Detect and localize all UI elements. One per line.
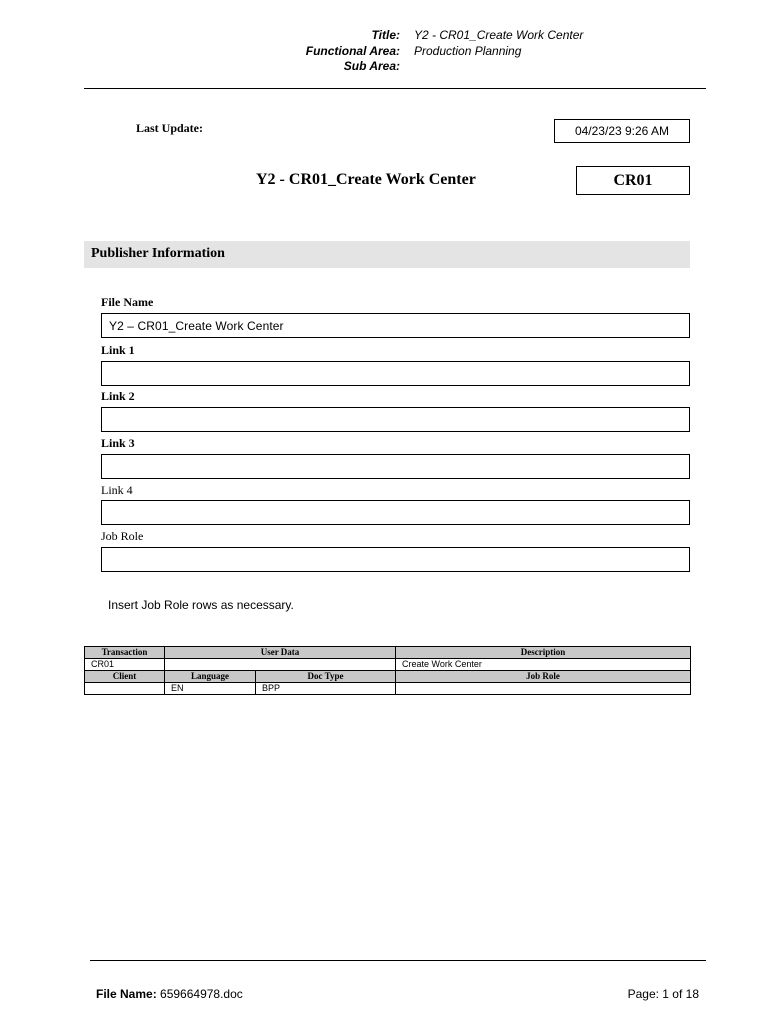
link-3-field[interactable]: [101, 454, 690, 479]
link-1-label: Link 1: [101, 343, 135, 357]
transaction-header: Transaction: [85, 647, 165, 659]
transaction-cell: CR01: [85, 659, 165, 671]
footer-file-label: File Name:: [96, 987, 157, 1001]
job-role-cell: [396, 683, 691, 695]
doc-type-header: Doc Type: [256, 671, 396, 683]
table-row: [85, 659, 691, 671]
transaction-table: [84, 646, 691, 695]
link-2-field[interactable]: [101, 407, 690, 432]
header-divider: [84, 88, 706, 89]
footer-file-name: [96, 987, 243, 1001]
link-2-label: Link 2: [101, 389, 135, 403]
link-3-label: Link 3: [101, 436, 135, 450]
footer-page-number: Page: 1 of 18: [627, 987, 699, 1001]
link-1-field[interactable]: [101, 361, 690, 386]
file-name-field[interactable]: Y2 – CR01_Create Work Center: [101, 313, 690, 338]
last-update-value: 04/23/23 9:26 AM: [554, 119, 690, 143]
last-update-label: Last Update:: [136, 121, 204, 135]
footer-file-value: 659664978.doc: [160, 987, 243, 1001]
title-value: Y2 - CR01_Create Work Center: [414, 28, 584, 42]
doc-type-cell: BPP: [256, 683, 396, 695]
user-data-header: User Data: [165, 647, 396, 659]
language-header: Language: [165, 671, 256, 683]
job-role-label: Job Role: [101, 529, 144, 543]
language-cell: EN: [165, 683, 256, 695]
client-cell: [85, 683, 165, 695]
functional-area-label: Functional Area:: [305, 44, 400, 58]
footer-divider: [90, 960, 706, 961]
document-code-box: CR01: [576, 166, 690, 195]
publisher-section-heading: Publisher Information: [84, 241, 690, 268]
file-name-label: File Name: [101, 295, 154, 309]
description-cell: Create Work Center: [396, 659, 691, 671]
link-4-field[interactable]: [101, 500, 690, 525]
link-4-label: Link 4: [101, 483, 133, 497]
sub-area-label: Sub Area:: [343, 59, 400, 73]
job-role-field[interactable]: [101, 547, 690, 572]
document-main-title: Y2 - CR01_Create Work Center: [256, 171, 476, 188]
table-header-row: [85, 671, 691, 683]
functional-area-value: Production Planning: [414, 44, 522, 58]
client-header: Client: [85, 671, 165, 683]
job-role-note: Insert Job Role rows as necessary.: [108, 598, 294, 612]
description-header: Description: [396, 647, 691, 659]
title-label: Title:: [371, 28, 400, 42]
table-header-row: [85, 647, 691, 659]
table-row: [85, 683, 691, 695]
user-data-cell: [165, 659, 396, 671]
job-role-header: Job Role: [396, 671, 691, 683]
